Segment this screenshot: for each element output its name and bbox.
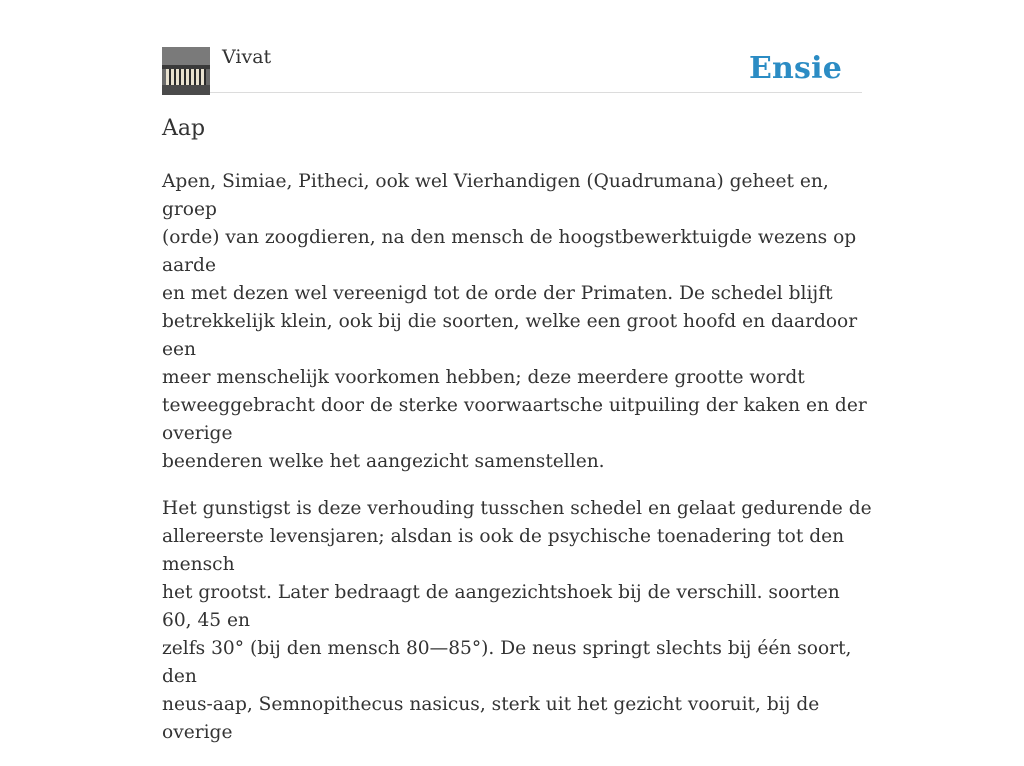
header <box>162 0 862 93</box>
ensie-logo[interactable]: Ensie <box>748 51 842 86</box>
article-body <box>162 168 874 766</box>
paragraph: Apen, Simiae, Pitheci, ook wel Vierhandigen (Quadrumana) geheet en, groep (orde) van zoogdieren, na den mensch de hoogstbewerktuigde wezens op aarde en met dezen wel vereenigd tot de orde der Primaten. De schedel blijft betrekkelijk klein, ook bij die soorten, welke een groot hoofd en daardoor een meer menschelijk voorkomen hebben; deze meerdere grootte wordt teweeggebracht door de sterke voorwaartsche uitpuiling der kaken en der overige beenderen welke het aangezicht samenstellen. <box>162 171 867 472</box>
bookshelf-avatar-icon <box>162 47 210 95</box>
article-container <box>162 0 872 743</box>
paragraph: Het gunstigst is deze verhouding tusschen schedel en gelaat gedurende de allereerste levensjaren; alsdan is ook de psychische toenadering tot den mensch het grootst. Later bedraagt de aangezichtshoek bij de verschill. soorten 60, 45 en zelfs 30° (bij den mensch 80—85°). De neus springt slechts bij één soort, den neus-aap, Semnopithecus nasicus, sterk uit het gezicht vooruit, bij de overige <box>162 498 872 743</box>
author-name[interactable]: Vivat <box>222 46 272 68</box>
article-title: Aap <box>162 116 206 141</box>
avatar[interactable] <box>162 47 210 95</box>
